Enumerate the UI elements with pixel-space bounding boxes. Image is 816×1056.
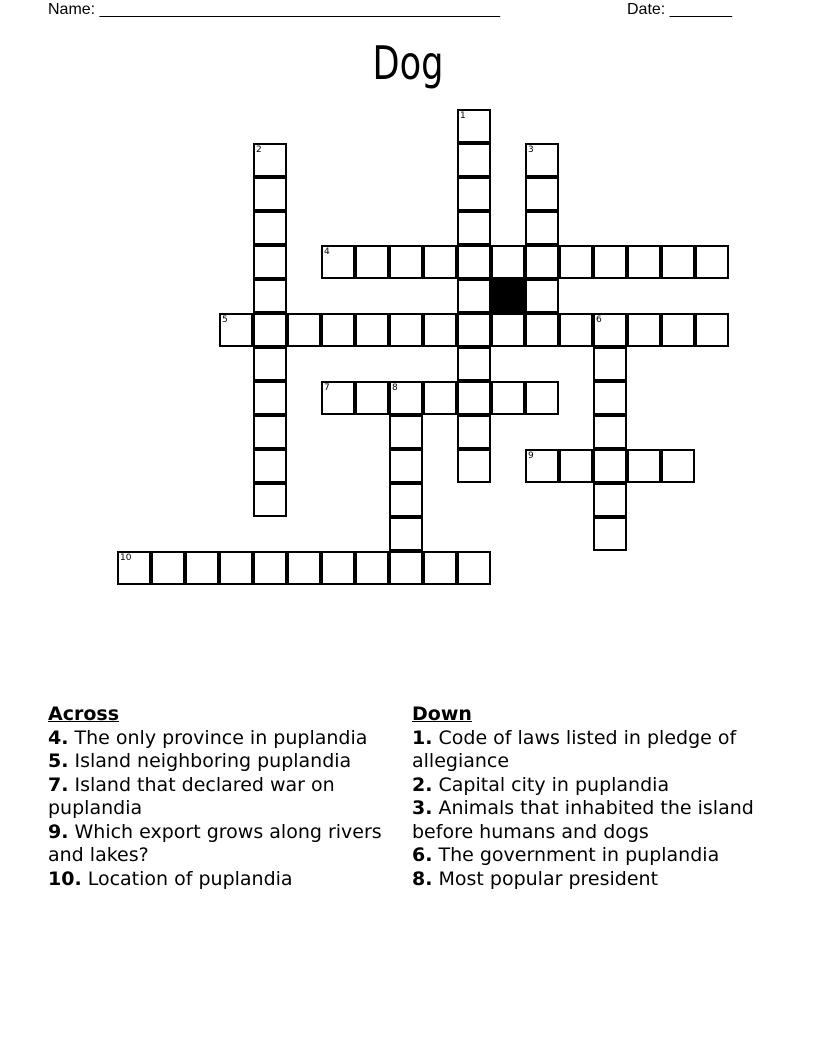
crossword-cell[interactable] [457,551,491,585]
crossword-cell[interactable] [457,109,491,143]
crossword-cell[interactable] [219,313,253,347]
crossword-cell[interactable] [457,313,491,347]
crossword-cell[interactable] [389,415,423,449]
down-clue [412,844,762,868]
clue-text: Most popular president [432,867,659,890]
crossword-cell[interactable] [355,245,389,279]
crossword-cell[interactable] [593,347,627,381]
clue-text: Island that declared war on puplandia [48,773,335,819]
crossword-cell[interactable] [457,211,491,245]
cell-number: 1 [460,111,466,121]
crossword-cell[interactable] [593,517,627,551]
clue-text: The only province in puplandia [68,726,368,749]
clue-number: 6. [412,844,433,866]
crossword-cell[interactable] [457,381,491,415]
crossword-cell[interactable] [627,245,661,279]
crossword-cell[interactable] [253,551,287,585]
crossword-cell[interactable] [389,381,423,415]
crossword-cell[interactable] [321,551,355,585]
cell-number: 2 [256,145,262,155]
crossword-cell[interactable] [559,245,593,279]
crossword-cell[interactable] [389,449,423,483]
crossword-cell[interactable] [695,313,729,347]
clue-number: 1. [412,726,433,749]
clue-text: Which export grows along rivers and lakes? [48,820,382,866]
crossword-cell[interactable] [185,551,219,585]
crossword-cell[interactable] [457,245,491,279]
clue-text: Island neighboring puplandia [68,750,352,772]
clue-number: 9. [48,820,69,843]
across-clue [48,821,388,868]
cell-number: 5 [222,315,228,325]
crossword-cell[interactable] [287,313,321,347]
crossword-cell[interactable] [457,347,491,381]
crossword-cell[interactable] [593,483,627,517]
crossword-cell[interactable] [457,279,491,313]
cell-number: 10 [120,553,132,563]
clue-text: Animals that inhabited the island before humans and dogs [412,797,754,843]
crossword-cell[interactable] [593,381,627,415]
crossword-cell[interactable] [253,483,287,517]
crossword-cell[interactable] [661,313,695,347]
cell-number: 8 [392,383,398,393]
crossword-cell[interactable] [525,245,559,279]
crossword-cell[interactable] [151,551,185,585]
across-clue [48,727,388,751]
crossword-cell[interactable] [253,347,287,381]
clue-number: 8. [412,867,433,890]
across-clues [48,703,388,891]
crossword-cell[interactable] [525,279,559,313]
crossword-cell[interactable] [627,313,661,347]
crossword-cell[interactable] [423,313,457,347]
crossword-cell[interactable] [661,245,695,279]
crossword-cell[interactable] [593,449,627,483]
crossword-cell[interactable] [253,449,287,483]
crossword-cell[interactable] [219,551,253,585]
cell-number: 3 [528,145,534,155]
clue-text: The government in puplandia [432,844,720,866]
crossword-cell[interactable] [287,551,321,585]
cell-number: 9 [528,451,534,461]
crossword-cell[interactable] [253,279,287,313]
crossword-cell[interactable] [525,381,559,415]
black-cell [491,279,525,313]
crossword-cell[interactable] [423,245,457,279]
crossword-cell[interactable] [491,313,525,347]
crossword-cell[interactable] [253,211,287,245]
crossword-cell[interactable] [321,381,355,415]
down-clue [412,797,762,844]
crossword-cell[interactable] [389,517,423,551]
crossword-cell[interactable] [491,381,525,415]
down-clue [412,727,762,774]
across-clue [48,774,388,821]
crossword-cell[interactable] [423,551,457,585]
crossword-cell[interactable] [389,313,423,347]
crossword-cell[interactable] [525,177,559,211]
crossword-cell[interactable] [253,381,287,415]
crossword-cell[interactable] [321,313,355,347]
crossword-cell[interactable] [593,313,627,347]
crossword-cell[interactable] [525,313,559,347]
down-clues [412,703,762,891]
page-title: Dog [372,36,444,90]
crossword-cell[interactable] [321,245,355,279]
crossword-cell[interactable] [253,313,287,347]
crossword-cell[interactable] [355,551,389,585]
crossword-cell[interactable] [117,551,151,585]
down-heading: Down [412,703,472,725]
crossword-cell[interactable] [355,381,389,415]
across-heading: Across [48,703,120,725]
across-clue [48,750,388,774]
crossword-cell[interactable] [525,211,559,245]
down-clue [412,868,762,892]
crossword-cell[interactable] [457,143,491,177]
crossword-cell[interactable] [389,551,423,585]
cell-number: 4 [324,247,330,257]
down-clue [412,774,762,798]
clue-text: Location of puplandia [81,867,293,890]
crossword-cell[interactable] [253,245,287,279]
crossword-cell[interactable] [389,483,423,517]
crossword-cell[interactable] [457,415,491,449]
crossword-cell[interactable] [559,313,593,347]
crossword-cell[interactable] [253,177,287,211]
date-field-label: Date: _______ [627,1,732,18]
crossword-cell[interactable] [559,449,593,483]
crossword-cell[interactable] [253,143,287,177]
crossword-cell[interactable] [491,245,525,279]
crossword-cell[interactable] [389,245,423,279]
crossword-cell[interactable] [457,177,491,211]
cell-number: 6 [596,315,602,325]
crossword-cell[interactable] [355,313,389,347]
crossword-cell[interactable] [423,381,457,415]
crossword-cell[interactable] [695,245,729,279]
crossword-cell[interactable] [627,449,661,483]
clue-number: 3. [412,797,433,819]
clue-number: 5. [48,750,69,772]
crossword-cell[interactable] [593,415,627,449]
cell-number: 7 [324,383,330,393]
clue-number: 7. [48,773,69,796]
clue-number: 10. [48,867,82,890]
crossword-cell[interactable] [457,449,491,483]
clue-number: 4. [48,726,69,749]
across-clue [48,868,388,892]
crossword-cell[interactable] [525,449,559,483]
clue-text: Code of laws listed in pledge of allegiance [412,726,737,772]
name-field-label: Name: _____________________________________________ [48,1,500,18]
crossword-cell[interactable] [525,143,559,177]
crossword-cell[interactable] [661,449,695,483]
crossword-cell[interactable] [253,415,287,449]
crossword-cell[interactable] [593,245,627,279]
clue-text: Capital city in puplandia [432,773,670,796]
clue-number: 2. [412,773,433,796]
